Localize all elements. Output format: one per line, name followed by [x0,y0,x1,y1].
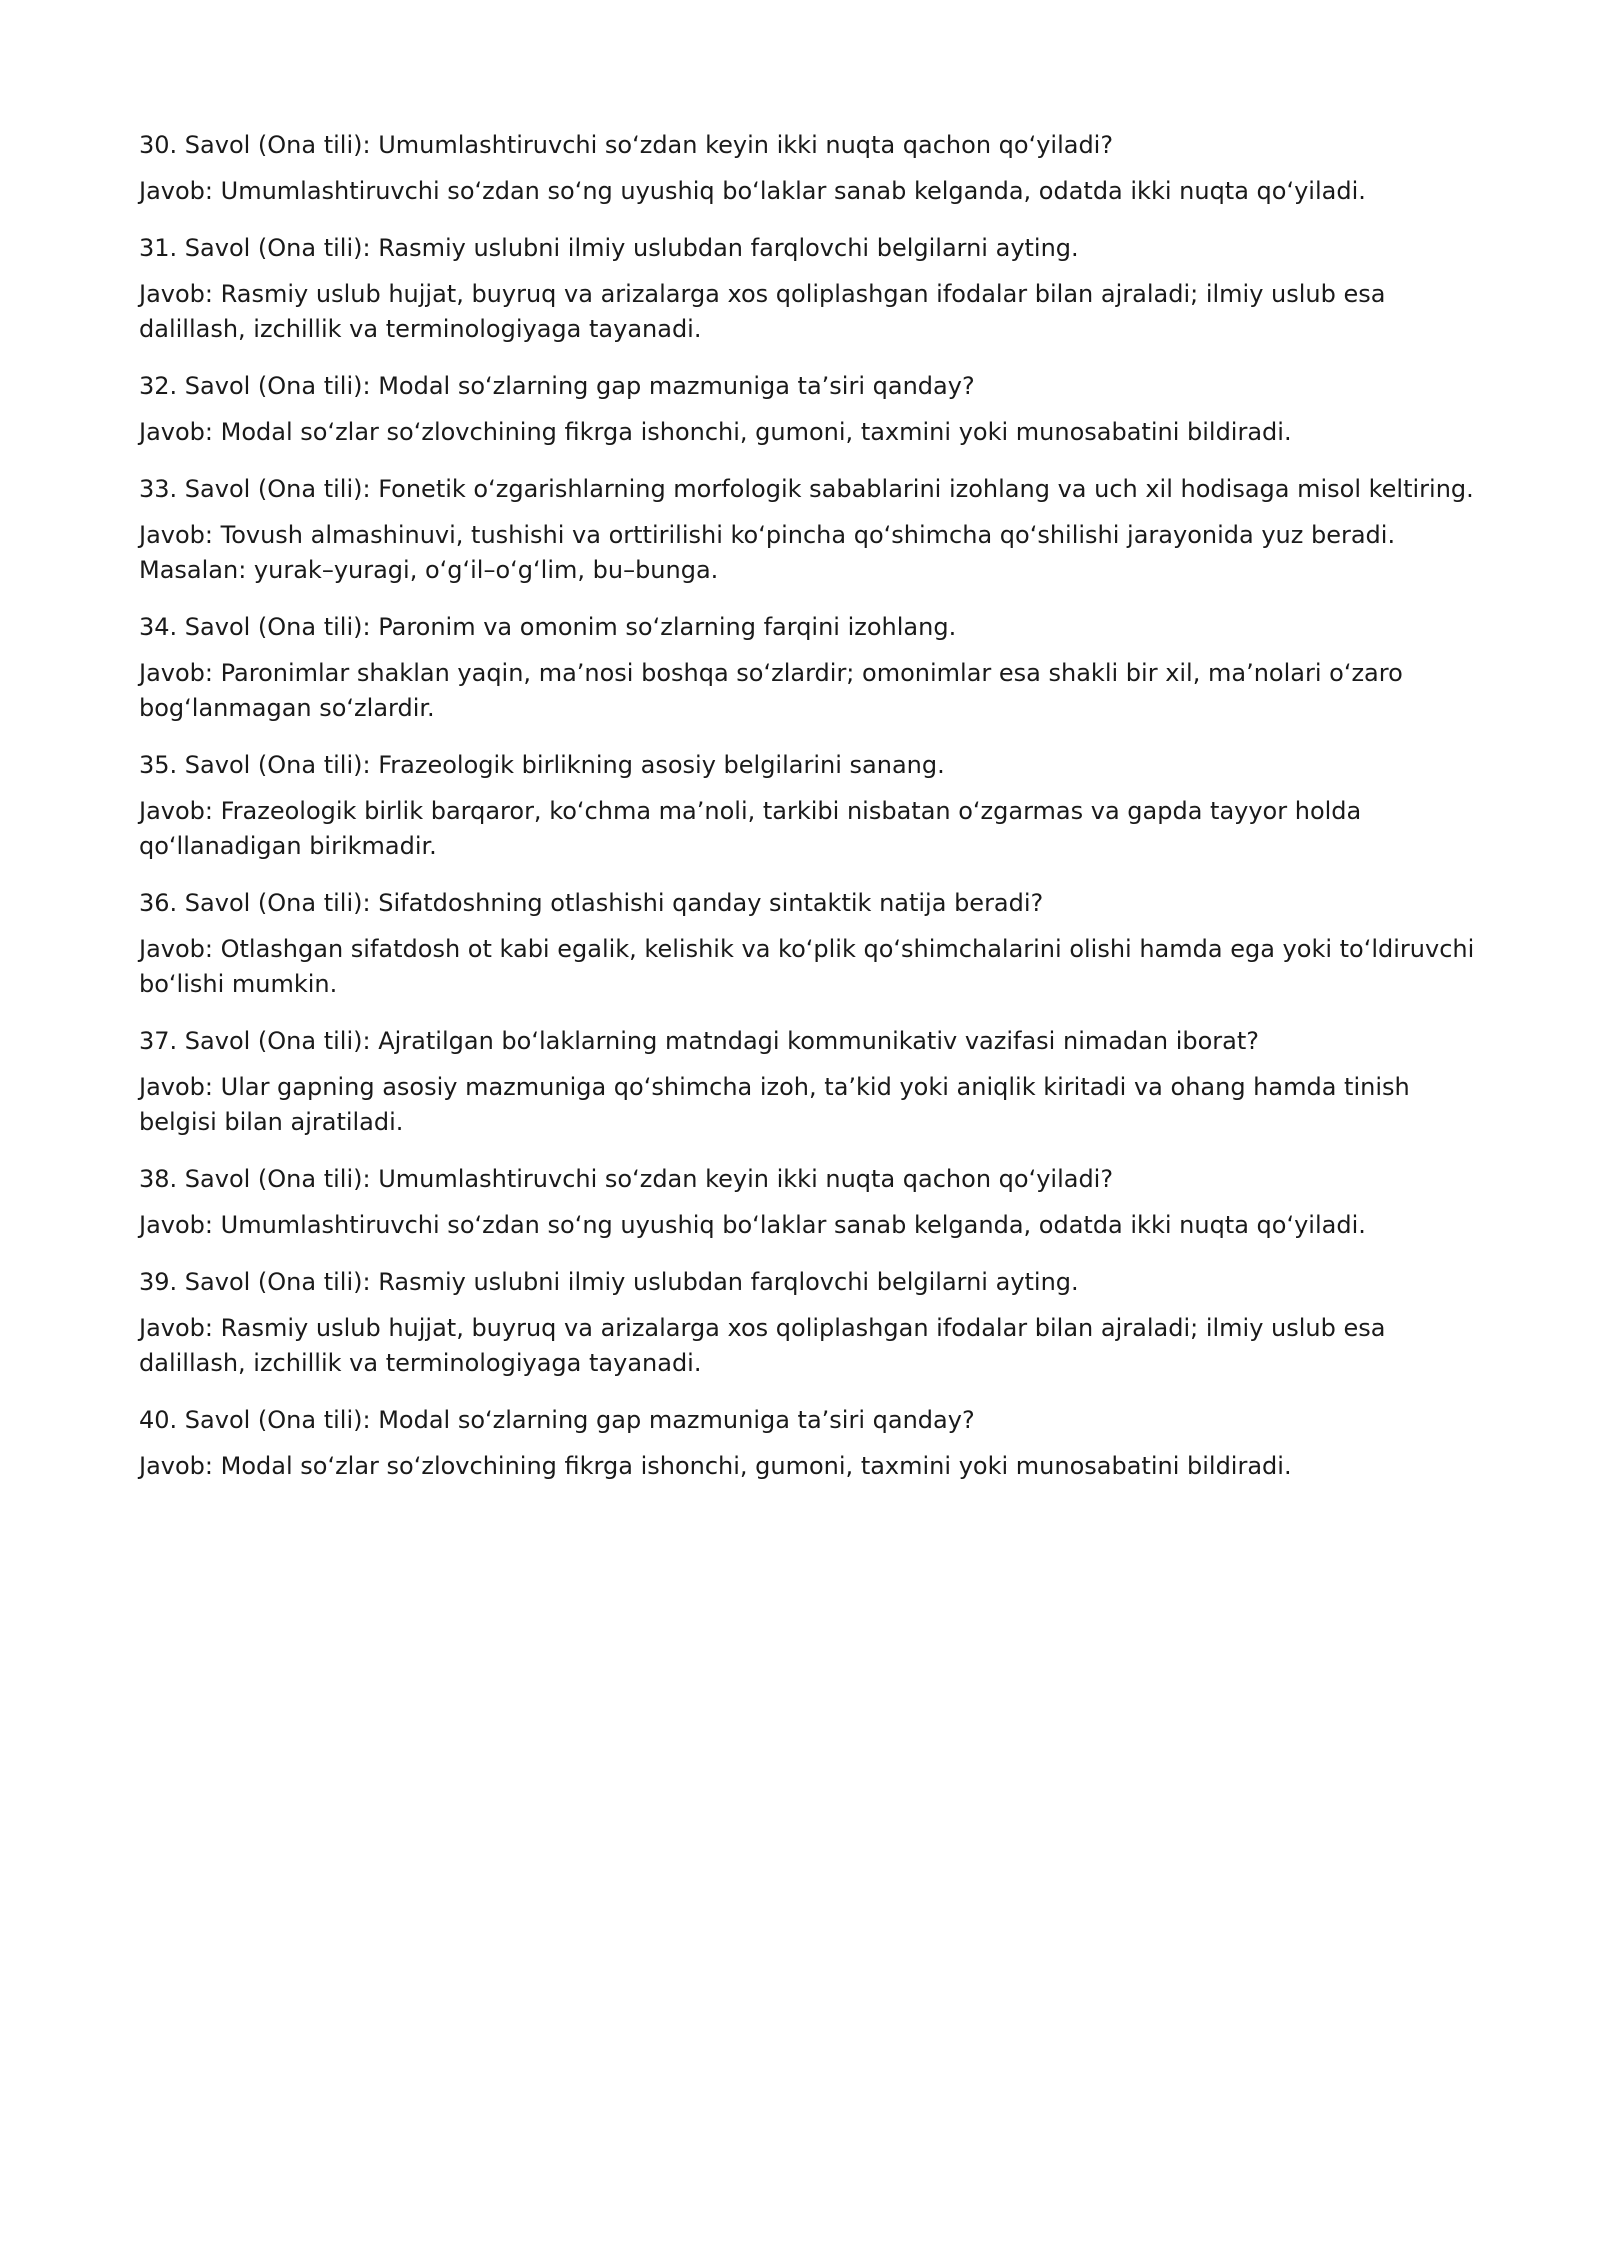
answer-text: Javob: Tovush almashinuvi, tushishi va orttirilishi ko‘pincha qo‘shimcha qo‘shilishi jarayonida yuz beradi. Masalan: yurak–yuragi, o‘g‘il–o‘g‘lim, bu–bunga. [139,521,1396,584]
answer-text: Javob: Modal so‘zlar so‘zlovchining fikrga ishonchi, gumoni, taxmini yoki munosabatini bildiradi. [139,1452,1292,1480]
qa-item [139,472,1479,588]
qa-item [139,748,1479,864]
qa-item [139,1403,1479,1484]
question-text: 37. Savol (Ona tili): Ajratilgan bo‘laklarning matndagi kommunikativ vazifasi nimadan iborat? [139,1027,1260,1055]
answer-text: Javob: Umumlashtiruvchi so‘zdan so‘ng uyushiq bo‘laklar sanab kelganda, odatda ikki nuqta qo‘yiladi. [139,177,1366,205]
answer-text: Javob: Rasmiy uslub hujjat, buyruq va arizalarga xos qoliplashgan ifodalar bilan ajraladi; ilmiy uslub esa dalillash, izchillik va terminologiyaga tayanadi. [139,280,1386,343]
answer-text: Javob: Frazeologik birlik barqaror, ko‘chma ma’noli, tarkibi nisbatan o‘zgarmas va gapda tayyor holda qo‘llanadigan birikmadir. [139,797,1362,860]
question-text: 39. Savol (Ona tili): Rasmiy uslubni ilmiy uslubdan farqlovchi belgilarni ayting. [139,1268,1079,1296]
qa-item [139,886,1479,1002]
question-text: 32. Savol (Ona tili): Modal so‘zlarning gap mazmuniga ta’siri qanday? [139,372,975,400]
qa-item [139,610,1479,726]
qa-item [139,231,1479,347]
answer-text: Javob: Otlashgan sifatdosh ot kabi egalik, kelishik va ko‘plik qo‘shimchalarini olishi hamda ega yoki to‘ldiruvchi bo‘lishi mumkin. [139,935,1475,998]
answer-text: Javob: Modal so‘zlar so‘zlovchining fikrga ishonchi, gumoni, taxmini yoki munosabatini bildiradi. [139,418,1292,446]
question-text: 35. Savol (Ona tili): Frazeologik birlikning asosiy belgilarini sanang. [139,751,945,779]
qa-item [139,128,1479,209]
question-text: 34. Savol (Ona tili): Paronim va omonim so‘zlarning farqini izohlang. [139,613,957,641]
question-text: 31. Savol (Ona tili): Rasmiy uslubni ilmiy uslubdan farqlovchi belgilarni ayting. [139,234,1079,262]
answer-text: Javob: Rasmiy uslub hujjat, buyruq va arizalarga xos qoliplashgan ifodalar bilan ajraladi; ilmiy uslub esa dalillash, izchillik va terminologiyaga tayanadi. [139,1314,1386,1377]
question-text: 30. Savol (Ona tili): Umumlashtiruvchi so‘zdan keyin ikki nuqta qachon qo‘yiladi? [139,131,1114,159]
answer-text: Javob: Paronimlar shaklan yaqin, ma’nosi boshqa so‘zlardir; omonimlar esa shakli bir xil, ma’nolari o‘zaro bog‘lanmagan so‘zlardir. [139,659,1403,722]
qa-item [139,1162,1479,1243]
qa-item [139,369,1479,450]
qa-item [139,1265,1479,1381]
question-text: 38. Savol (Ona tili): Umumlashtiruvchi so‘zdan keyin ikki nuqta qachon qo‘yiladi? [139,1165,1114,1193]
question-text: 40. Savol (Ona tili): Modal so‘zlarning gap mazmuniga ta’siri qanday? [139,1406,975,1434]
question-text: 36. Savol (Ona tili): Sifatdoshning otlashishi qanday sintaktik natija beradi? [139,889,1044,917]
qa-item [139,1024,1479,1140]
question-text: 33. Savol (Ona tili): Fonetik o‘zgarishlarning morfologik sabablarini izohlang va uch xil hodisaga misol keltiring. [139,475,1474,503]
document-page [139,128,1479,1506]
answer-text: Javob: Umumlashtiruvchi so‘zdan so‘ng uyushiq bo‘laklar sanab kelganda, odatda ikki nuqta qo‘yiladi. [139,1211,1366,1239]
answer-text: Javob: Ular gapning asosiy mazmuniga qo‘shimcha izoh, ta’kid yoki aniqlik kiritadi va ohang hamda tinish belgisi bilan ajratiladi. [139,1073,1410,1136]
